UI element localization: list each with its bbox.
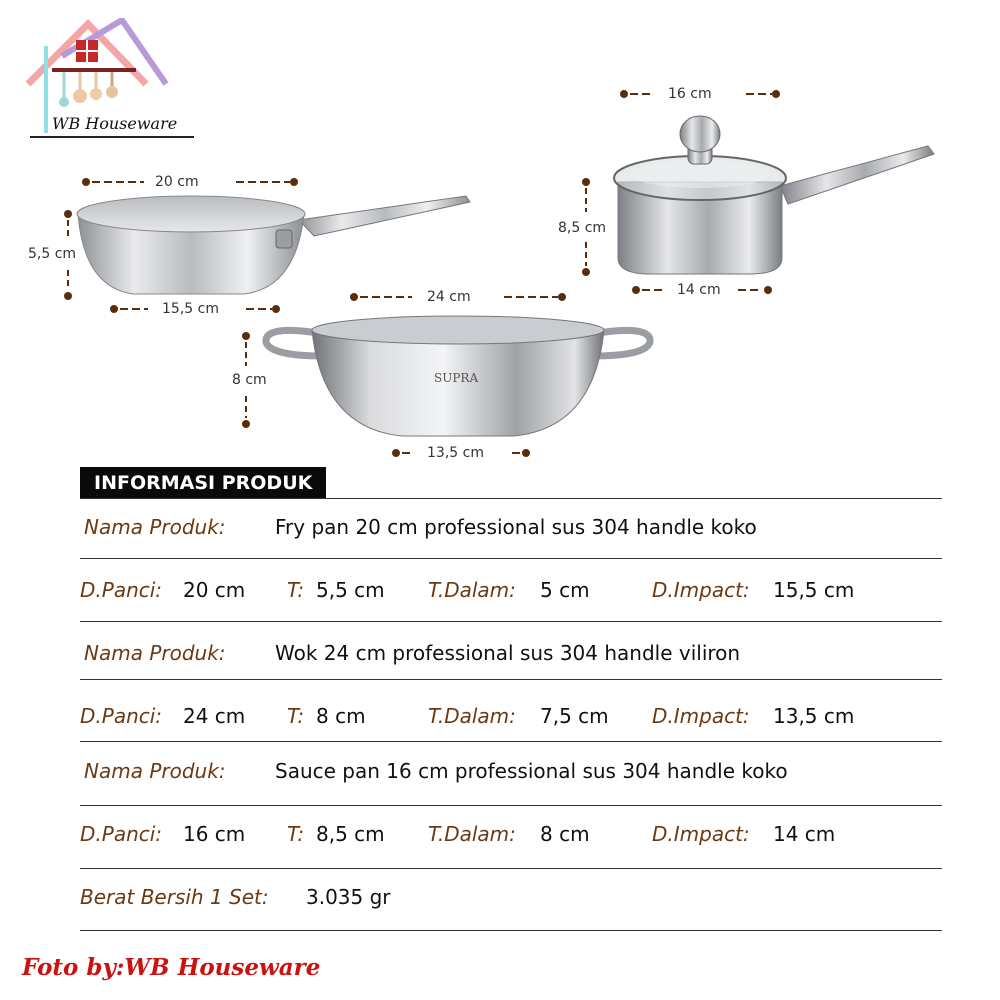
divider [80, 498, 942, 499]
divider [80, 558, 942, 559]
product-name: Fry pan 20 cm professional sus 304 handle koko [275, 515, 757, 539]
impact-value: 14 cm [773, 822, 836, 846]
divider [80, 741, 942, 742]
weight-value: 3.035 gr [306, 885, 391, 909]
divider [80, 621, 942, 622]
frypan-top-dimension: 20 cm [155, 174, 199, 190]
diameter-value: 24 cm [183, 704, 246, 728]
depth-value: 7,5 cm [540, 704, 609, 728]
product-name-label: Nama Produk: [84, 641, 226, 665]
info-heading: INFORMASI PRODUK [80, 467, 326, 499]
logo-brand-text: WB Houseware [52, 114, 178, 133]
depth-label: T.Dalam: [428, 578, 516, 602]
impact-label: D.Impact: [652, 704, 750, 728]
frypan-side-dimension: 5,5 cm [28, 246, 77, 262]
frypan-image [74, 188, 474, 303]
depth-value: 8 cm [540, 822, 590, 846]
height-label: T: [287, 822, 305, 846]
frypan-bottom-dimension: 15,5 cm [162, 301, 219, 317]
product-name: Sauce pan 16 cm professional sus 304 handle koko [275, 759, 788, 783]
logo [18, 18, 198, 142]
divider [80, 805, 942, 806]
impact-label: D.Impact: [652, 578, 750, 602]
diameter-label: D.Panci: [80, 578, 163, 602]
wok-side-dimension: 8 cm [232, 372, 267, 388]
height-value: 5,5 cm [316, 578, 385, 602]
depth-value: 5 cm [540, 578, 590, 602]
diameter-label: D.Panci: [80, 822, 163, 846]
wok-bottom-dimension: 13,5 cm [427, 445, 484, 461]
wok-image [262, 310, 654, 442]
diameter-value: 16 cm [183, 822, 246, 846]
impact-value: 13,5 cm [773, 704, 855, 728]
saucepan-bottom-dimension: 14 cm [677, 282, 721, 298]
product-name-label: Nama Produk: [84, 515, 226, 539]
divider [80, 868, 942, 869]
divider [80, 930, 942, 931]
weight-label: Berat Bersih 1 Set: [80, 885, 269, 909]
wok-top-dimension: 24 cm [427, 289, 471, 305]
divider [80, 679, 942, 680]
height-label: T: [287, 578, 305, 602]
product-name: Wok 24 cm professional sus 304 handle viliron [275, 641, 741, 665]
diameter-label: D.Panci: [80, 704, 163, 728]
diameter-value: 20 cm [183, 578, 246, 602]
height-value: 8 cm [316, 704, 366, 728]
depth-label: T.Dalam: [428, 704, 516, 728]
impact-value: 15,5 cm [773, 578, 855, 602]
saucepan-side-dimension: 8,5 cm [558, 220, 607, 236]
photo-credit: Foto by:WB Houseware [22, 954, 321, 981]
wok-brand-mark: SUPRA [434, 371, 479, 385]
depth-label: T.Dalam: [428, 822, 516, 846]
saucepan-image [610, 108, 940, 280]
impact-label: D.Impact: [652, 822, 750, 846]
saucepan-top-dimension: 16 cm [668, 86, 712, 102]
product-name-label: Nama Produk: [84, 759, 226, 783]
height-label: T: [287, 704, 305, 728]
height-value: 8,5 cm [316, 822, 385, 846]
